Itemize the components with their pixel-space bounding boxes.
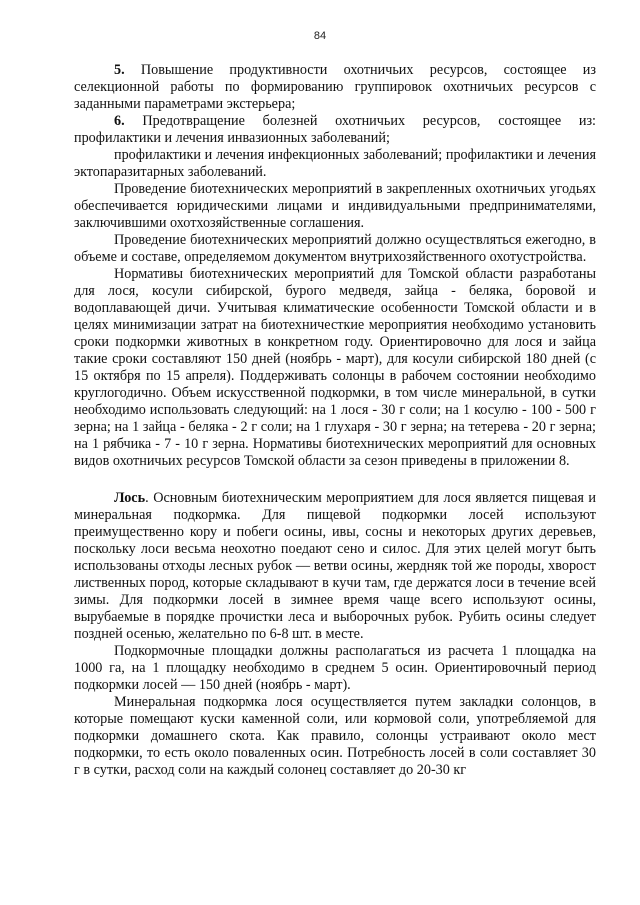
paragraph-annual-measures: [74, 232, 596, 266]
paragraph-text: Нормативы биотехнических мероприятий для Томской области разработаны для лося, косули сибирской, бурого медведя, зайца - беляка, боровой и водоплавающей дичи. Учитывая климатические особенности Томской области и в целях минимизации затрат на биотехничесткие мероприятия необходимо установить сроки подкормки животных в конкретном году. Ориентировочно для лося и зайца такие сроки составляют 150 дней (ноябрь - март), для косули сибирской 180 дней (с 15 октября по 15 апреля). Поддерживать солонцы в рабочем состоянии необходимо круглогодично. Объем искусственной подкормки, в том числе минеральной, в сутки необходимо использовать следующий: на 1 лося - 30 г соли; на 1 косулю - 100 - 500 г зерна; на 1 зайца - беляка - 2 г соли; на 1 глухаря - 30 г зерна; на тетерева - 20 г зерна; на 1 рябчика - 7 - 10 г зерна. Нормативы биотехнических мероприятий для основных видов охотничьих ресурсов Томской области за сезон приведены в приложении 8.: [74, 266, 596, 469]
paragraph-text: Минеральная подкормка лося осуществляется путем закладки солонцов, в которые помещают куски каменной соли, или кормовой соли, употребляемой для подкормки домашнего скота. Как правило, солонцы устраивают около мест подкормки, то есть около поваленных осин. Потребность лосей в соли составляет 30 г в сутки, расход соли на каждый солонец составляет до 20-30 кг: [74, 694, 596, 778]
paragraph-mineral-feeding: [74, 694, 596, 779]
paragraph-item-5: [74, 62, 596, 113]
section-term: Лось: [114, 490, 146, 506]
item-number: 6.: [114, 113, 125, 129]
paragraph-text: Проведение биотехнических мероприятий должно осуществляться ежегодно, в объеме и составе, определяемом документом внутрихозяйственного охотустройства.: [74, 232, 596, 265]
document-body: [74, 62, 596, 779]
paragraph-text: Предотвращение болезней охотничьих ресурсов, состоящее из: профилактики и лечения инвазионных заболеваний;: [74, 113, 596, 146]
paragraph-text: . Основным биотехническим мероприятием для лося является пищевая и минеральная подкормка. Для пищевой подкормки лосей используют преимущественно кору и побеги осины, ивы, сосны и некоторых других деревьев, поскольку лоси весьма неохотно поедают сено и силос. Для этих целей могут быть использованы отходы лесных рубок — ветви осины, жердняк той же породы, хворост лиственных пород, которые складывают в кучи там, где держатся лоси в течение всей зимы. Для подкормки лосей в зимнее время чаще всего используют осины, вырубаемые в порядке прочистки леса и выборочных рубок. Рубить осины следует поздней осенью, желательно по 6-8 шт. в месте.: [74, 490, 596, 642]
paragraph-text: Подкормочные площадки должны располагаться из расчета 1 площадка на 1000 га, на 1 площадку необходимо в среднем 5 осин. Ориентировочный период подкормки лосей — 150 дней (ноябрь - март).: [74, 643, 596, 693]
page-number: 84: [313, 30, 327, 42]
paragraph-infections: [74, 147, 596, 181]
item-number: 5.: [114, 62, 125, 78]
paragraph-feeding-sites: [74, 643, 596, 694]
paragraph-item-6: [74, 113, 596, 147]
paragraph-responsible-parties: [74, 181, 596, 232]
paragraph-moose: [74, 490, 596, 643]
paragraph-norms: [74, 266, 596, 470]
paragraph-text: профилактики и лечения инфекционных заболеваний; профилактики и лечения эктопаразитарных заболеваний.: [74, 147, 596, 180]
paragraph-text: Проведение биотехнических мероприятий в закрепленных охотничьих угодьях обеспечивается юридическими лицами и индивидуальными предпринимателями, заключившими охотхозяйственные соглашения.: [74, 181, 596, 231]
paragraph-text: Повышение продуктивности охотничьих ресурсов, состоящее из селекционной работы по формированию группировок охотничьих ресурсов с заданными параметрами экстерьера;: [74, 62, 596, 112]
